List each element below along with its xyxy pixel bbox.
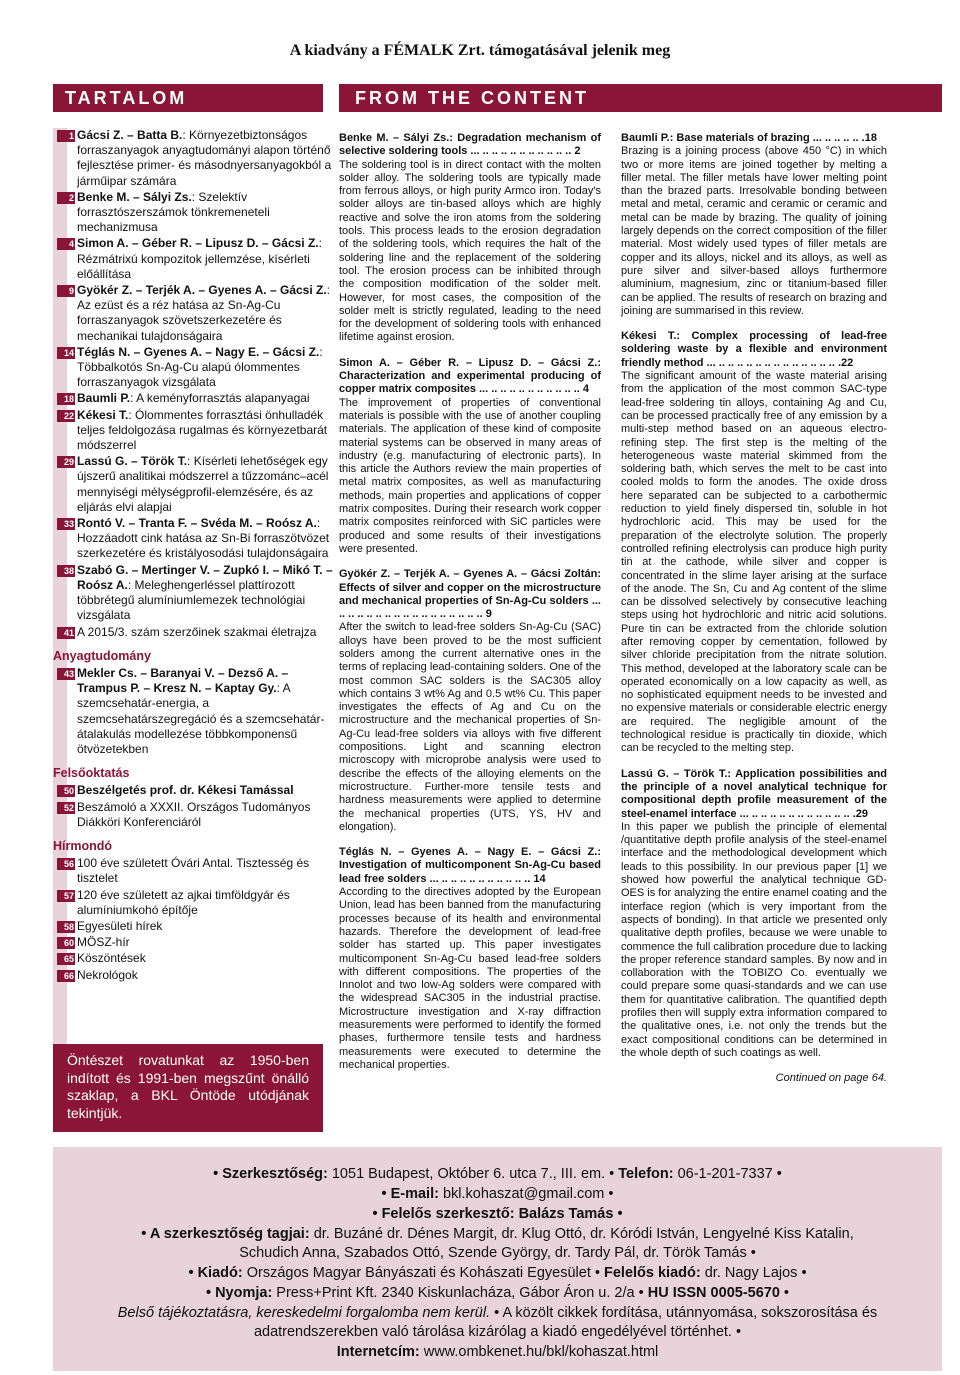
toc-entry: [53, 345, 333, 391]
toc-page-number: 33: [57, 518, 75, 530]
toc-entry: [53, 391, 333, 406]
from-the-content-header: FROM THE CONTENT: [339, 84, 942, 112]
toc-page-number: 22: [57, 410, 75, 422]
abstract-body: In this paper we publish the principle of elemental /quantitative depth profile analysis of the steel-enamel interface and the methodological development which leads to this possibility. In our previous paper [1] we showed how powerful the analytical technique GD-OES is for analyzing the entire enamel coating and the interface region (which is very important from the aspects of bonding). In that article we presented only qualitative depth profiles, because we were unable to commence the full calibration procedure due to lacking the proper reference standard samples. By now and in collaboration with the TOBIZO Co. eventually we could prepare some quasi-standards and we can use them for quantitative calibration. The quantified depth profiles then will supply extra information compared to the qualitative ones, i.e. not only the trends but the exact compositional conditions can be determined in the whole depth of such coatings as well.: [621, 820, 887, 1059]
footer-line-notice: Belső tájékoztatásra, kereskedelmi forgalomba nem kerül. • A közölt cikkek fordítása, utánnyomása, sokszorosítása és: [117, 1305, 878, 1321]
toc-title: Nekrológok: [77, 967, 138, 982]
footer-line-members: • A szerkesztőség tagjai: dr. Buzáné dr. Dénes Margit, dr. Klug Ottó, dr. Kóródi István, Lengyelné Kiss Katalin,: [141, 1226, 854, 1242]
toc-page-number: 38: [57, 565, 75, 577]
toc-title: : Az ezüst és a réz hatása az Sn-Ag-Cu forraszanyagok szövetszerkezetére és mechanikai tulajdonságaira: [77, 283, 331, 343]
toc-authors: Gácsi Z. – Batta B.: [77, 128, 183, 142]
abstract-entry: [621, 330, 887, 756]
section-hirmondo: Hírmondó: [53, 838, 113, 853]
sponsor-line: A kiadvány a FÉMALK Zrt. támogatásával jelenik meg: [289, 42, 671, 59]
toc-entry: [53, 408, 333, 454]
continued-note: Continued on page 64.: [775, 1072, 887, 1085]
toc-authors: Gyökér Z. – Terjék A. – Gyenes A. – Gácsi Z.: [77, 283, 327, 298]
toc-authors: Beszélgetés prof. dr. Kékesi Tamással: [77, 783, 294, 798]
toc-page-number: 1: [57, 130, 75, 142]
toc-page-number: 50: [57, 785, 75, 797]
toc-authors: Simon A. – Géber R. – Lipusz D. – Gácsi Z.: [77, 236, 319, 251]
toc-page-number: 56: [57, 858, 75, 870]
toc-page-number: 18: [57, 393, 75, 405]
abstract-title: Simon A. – Géber R. – Lipusz D. – Gácsi Z.: Characterization and experimental producing of copper matrix composites ... .. .. .. .. .. .. .. .. .. .. 4: [339, 356, 601, 396]
toc-page-number: 58: [57, 921, 75, 933]
toc-entry: [53, 236, 333, 282]
toc-entry: [53, 625, 333, 640]
abstracts-column-2: [621, 132, 887, 1085]
toc-entry: [53, 128, 333, 189]
toc-authors: Rontó V. – Tranta F. – Svéda M. – Roósz A.: [77, 516, 317, 531]
toc-entry: [53, 783, 333, 798]
toc-title: Köszöntések: [77, 951, 146, 966]
abstract-entry: [339, 357, 601, 556]
abstract-title: Benke M. – Sályi Zs.: Degradation mechanism of selective soldering tools ... .. .. .. .. .. .. .. .. .. .. 2: [339, 132, 601, 158]
abstract-body: According to the directives adopted by the European Union, lead has been banned from the manufacturing processes because of its health and environmental hazards. Therefore the development of lead-free solder has started up. This paper investigates multicomponent Sn-Ag-Cu based lead-free solders with different compositions. The properties of the Innolot and two low-Ag solders were compared with the widespread SAC305 in the industrial practise. Microstructure investigation and X-ray diffraction measurements were performed to identify the formed phases, furthermore tensile tests and hardness measurements were executed to determine the mechanical properties.: [339, 886, 601, 1071]
abstract-body: The improvement of properties of conventional materials is possible with the use of another coupling materials. The application of these kind of composite material systems can be observed in many areas of industry (e.g. manufacturing of electronic parts). In this article the Authors review the main properties of metal matrix composites, as well as manufacturing methods, main properties and applications of copper matrix composites. During their research work copper matrix composites reinforced with SiC particles were produced and some results of their investigations were presented.: [339, 396, 601, 555]
toc-page-number: 52: [57, 802, 75, 814]
abstract-entry: [339, 846, 601, 1072]
toc-page-number: 57: [57, 890, 75, 902]
toc-page-number: 14: [57, 347, 75, 359]
toc-entry: [53, 454, 333, 515]
abstract-title: Lassú G. – Török T.: Application possibilities and the principle of a novel analytical technique for compositional depth profile measurement of the steel-enamel interface ... .. .. .. .. .. .. .. .. .. .. .. .29: [621, 767, 887, 820]
toc-title: Egyesületi hírek: [77, 918, 163, 933]
toc-authors: Mekler Cs. – Baranyai V. – Dezső A. – Trampus P. – Kresz N. – Kaptay Gy.: [77, 665, 289, 696]
abstract-title: Téglás N. – Gyenes A. – Nagy E. – Gácsi Z.: Investigation of multicomponent Sn-Ag-Cu based lead free solders ... .. .. .. .. .. .. .. .. .. .. 14: [339, 846, 601, 885]
footer-line-editorial: • Szerkesztőség: 1051 Budapest, Október 6. utca 7., III. em. • Telefon: 06-1-201-7337 •: [213, 1166, 782, 1182]
toc-authors: Lassú G. – Török T.: [77, 454, 188, 469]
abstract-entry: [621, 132, 887, 318]
toc-title: : Többalkotós Sn-Ag-Cu alapú ólommentes forraszanyagok vizsgálata: [77, 344, 323, 390]
abstract-title: Baumli P.: Base materials of brazing ... .. .. .. .. .18: [621, 132, 877, 144]
toc-title: A 2015/3. szám szerzőinek szakmai életrajza: [77, 624, 317, 639]
toc-entry: [53, 666, 333, 757]
toc-title: MÖSZ-hír: [77, 935, 130, 950]
toc-title: 120 éve született az ajkai timföldgyár és alumíniumkohó építője: [77, 887, 290, 917]
table-of-contents: [53, 128, 333, 984]
toc-title: : Ólommentes forrasztási önhulladék teljes feldolgozása rugalmas és környezetbarát módszerrel: [77, 407, 328, 453]
toc-page-number: 43: [57, 668, 75, 680]
toc-page-number: 29: [57, 456, 75, 468]
toc-entry: [53, 919, 333, 934]
toc-entry: [53, 190, 333, 236]
toc-title: : A keményforrasztás alapanyagai: [130, 391, 310, 406]
toc-entry: [53, 856, 333, 886]
footer-line-web: Internetcím: www.ombkenet.hu/bkl/kohaszat.html: [336, 1344, 659, 1360]
abstract-entry: [621, 768, 887, 1061]
footer-line-email: • E-mail: bkl.kohaszat@gmail.com •: [381, 1186, 614, 1202]
toc-page-number: 41: [57, 627, 75, 639]
toc-page-number: 4: [57, 238, 75, 250]
toc-entry: [53, 935, 333, 950]
toc-title: : Rézmátrixú kompozitok jellemzése, kísérleti előállítása: [77, 236, 322, 281]
toc-authors: Baumli P.: [77, 391, 131, 406]
abstracts-column-1: [339, 132, 601, 1084]
abstract-title: Gyökér Z. – Terjék A. – Gyenes A. – Gácsi Zoltán: Effects of silver and copper on the microstructure and mechanical properties of Sn-Ag-Cu solders ... .. .. .. .. .. .. .. .. .. .. .. .. .. .. .. .. 9: [339, 568, 601, 621]
toc-page-number: 9: [57, 285, 75, 297]
abstract-body: The significant amount of the waste material arising from the application of the most common SAC-type lead-free soldering tin alloys, containing Ag and Cu, can be processed practically free of any emission by a multi-step method based on an aqueous electro-refining step. The first step is the melting of the heterogeneous waste material skimmed from the soldering bath, which serves the melt to be cast into cooled molds to form the anodes. The oxide dross here separated can be subjected to a carbothermic reduction to yield finely dispersed tin, soluble in hot hydrochloric acid. This may be used for the preparation of the electrolyte solution. The properly controlled refining electrolysis can produce high purity tin at the cathode, while silver and copper is concentrated in the slime layer arising at the surface of the anode. The Sn, Cu and Ag content of the slime can be dissolved selectively by consecutive leaching steps using hot hydrochloric and nitric acid solutions. Pure tin can be extracted from the chloride solution after removing copper by cementation, followed by silver chloride precipitation from the nitrate solution. This method, developed at the laboratory scale can be operated economically on a low capacity as well, as no sophisticated equipment needs to be invested and no expensive materials or considerable electric energy are required. The negligible amount of the technological residue is practically tin dioxide, which can be recycled to the melting step.: [621, 370, 887, 755]
abstract-title: Kékesi T.: Complex processing of lead-free soldering waste by a flexible and environment friendly method ... .. .. .. .. .. .. .. .. .. .. .. .. .. .22: [621, 330, 887, 369]
masthead-footer: [53, 1147, 942, 1371]
toc-page-number: 66: [57, 970, 75, 982]
abstract-body: After the switch to lead-free solders Sn-Ag-Cu (SAC) alloys have been proved to be the most sufficient solders among the current alternative ones in the terms of replacing lead-containing solders. One of the most common SAC solders is the SAC305 alloy which contains 3 wt% Ag and 0.5 wt% Cu. This paper investigates the effects of Ag and Cu on the microstructure and the mechanical properties of Sn-Ag-Cu lead-free solders via alloys with five different compositions. Light and scanning electron microscopy with microprobe analysis were used to describe the effects of the alloying elements on the microstructure. Further-more tensile tests and hardness measurements were applied to determine the mechanical properties (UTS, YS, HV and elongation).: [339, 621, 601, 833]
abstract-entry: [339, 568, 601, 834]
toc-entry: [53, 951, 333, 966]
toc-entry: [53, 563, 333, 624]
toc-title: : Környezetbiztonságos forraszanyagok anyagtudományi alapon történő fejlesztése primer- és másodnyersanyagokból a járműipar számára: [77, 128, 332, 188]
toc-title: : Kísérleti lehetőségek egy újszerű analitikai módszerrel a tűzzománc–acél mennyiségi mélységprofil-elemzésére, és az eljárás elvi alapjai: [77, 454, 329, 514]
toc-title: : Hozzáadott cink hatása az Sn-Bi forraszötvözet szerkezetére és kristályosodási tulajdonságaira: [77, 516, 330, 561]
toc-entry: [53, 800, 333, 830]
section-anyagtudomany: Anyagtudomány: [53, 648, 151, 663]
toc-title: 100 éve született Óvári Antal. Tisztesség és tisztelet: [77, 856, 310, 886]
toc-authors: Kékesi T.: [77, 407, 129, 422]
toc-title: : Meleghengerléssel plattírozott többrétegű alumíniumlemezek technológiai vizsgálata: [77, 577, 306, 623]
toc-page-number: 2: [57, 192, 75, 204]
toc-page-number: 65: [57, 953, 75, 965]
toc-title: : Szelektív forrasztószerszámok tönkremeneteli mechanizmusa: [77, 189, 270, 235]
abstract-body: The soldering tool is in direct contact with the molten solder alloy. The soldering tools are typically made from ferrous alloys, or high purity Armco iron. Today's solder alloys are tin-based alloys which are highly reactive and solve the iron atoms from the soldering tools. This process leads to the erosion degradation of the soldering tools, which requires the halt of the soldering line and the replacement of the soldering tool. The erosion process can be inhibited through the composition modification of the solder melt. However, for most cases, the composition of the solder melt is strictly regulated, leading to the need for the development of soldering tools with enhanced lifetime against erosion.: [339, 158, 601, 344]
abstract-body: Brazing is a joining process (above 450 °C) in which two or more items are joined together by melting a filler metal. The filler metals have lower melting point than the brazed parts. Irresolvable bonding between metal and metal, ceramic and ceramic or ceramic and metal can be made by brazing. The quality of joining largely depends on the correct composition of the filler material. Most widely used types of filler metals are copper and its alloys, nickel and its alloys, as well as pure silver and silver-based alloys furthermore aluminium, magnesium, zinc or titanium-based filler can be applied. The results of research on brazing and joining are summarised in this review.: [621, 145, 887, 317]
toc-authors: Szabó G. – Mertinger V. – Zupkó I. – Mikó T. – Roósz A.: [77, 562, 333, 592]
footer-line-printer: • Nyomja: Press+Print Kft. 2340 Kiskunlacháza, Gábor Áron u. 2/a • HU ISSN 0005-5670 •: [205, 1285, 790, 1301]
toc-entry: [53, 516, 333, 562]
toc-entry: [53, 283, 333, 344]
toc-authors: Téglás N. – Gyenes A. – Nagy E. – Gácsi Z.: [77, 344, 320, 359]
footer-line-members-2: Schudich Anna, Szabados Ottó, Szende György, dr. Tardy Pál, dr. Török Tamás •: [239, 1245, 756, 1261]
toc-entry: [53, 968, 333, 983]
toc-authors: Benke M. – Sályi Zs.: [77, 189, 192, 204]
toc-title: Beszámoló a XXXII. Országos Tudományos Diákköri Konferenciáról: [77, 799, 311, 829]
abstract-entry: [339, 132, 601, 345]
section-felsooktatas: Felsőoktatás: [53, 766, 130, 781]
footer-line-publisher: • Kiadó: Országos Magyar Bányászati és Kohászati Egyesület • Felelős kiadó: dr. Nagy Lajos •: [188, 1265, 807, 1281]
casting-note-box: Öntészet rovatunkat az 1950-ben indított és 1991-ben megszűnt önálló szaklap, a BKL Öntöde utódjának tekintjük.: [53, 1044, 323, 1132]
footer-line-editor: • Felelős szerkesztő: Balázs Tamás •: [372, 1206, 623, 1222]
footer-line-notice-2: adatrendszerekben való tárolása kizárólag a kiadó engedélyével történhet. •: [253, 1324, 742, 1340]
contents-header: TARTALOM: [53, 84, 323, 112]
toc-entry: [53, 888, 333, 918]
toc-title: : A szemcsehatár-energia, a szemcsehatárszegregáció és a szemcsehatár-átalakulás modellezése többkomponensű ötvözetekben: [77, 681, 325, 756]
toc-page-number: 60: [57, 937, 75, 949]
